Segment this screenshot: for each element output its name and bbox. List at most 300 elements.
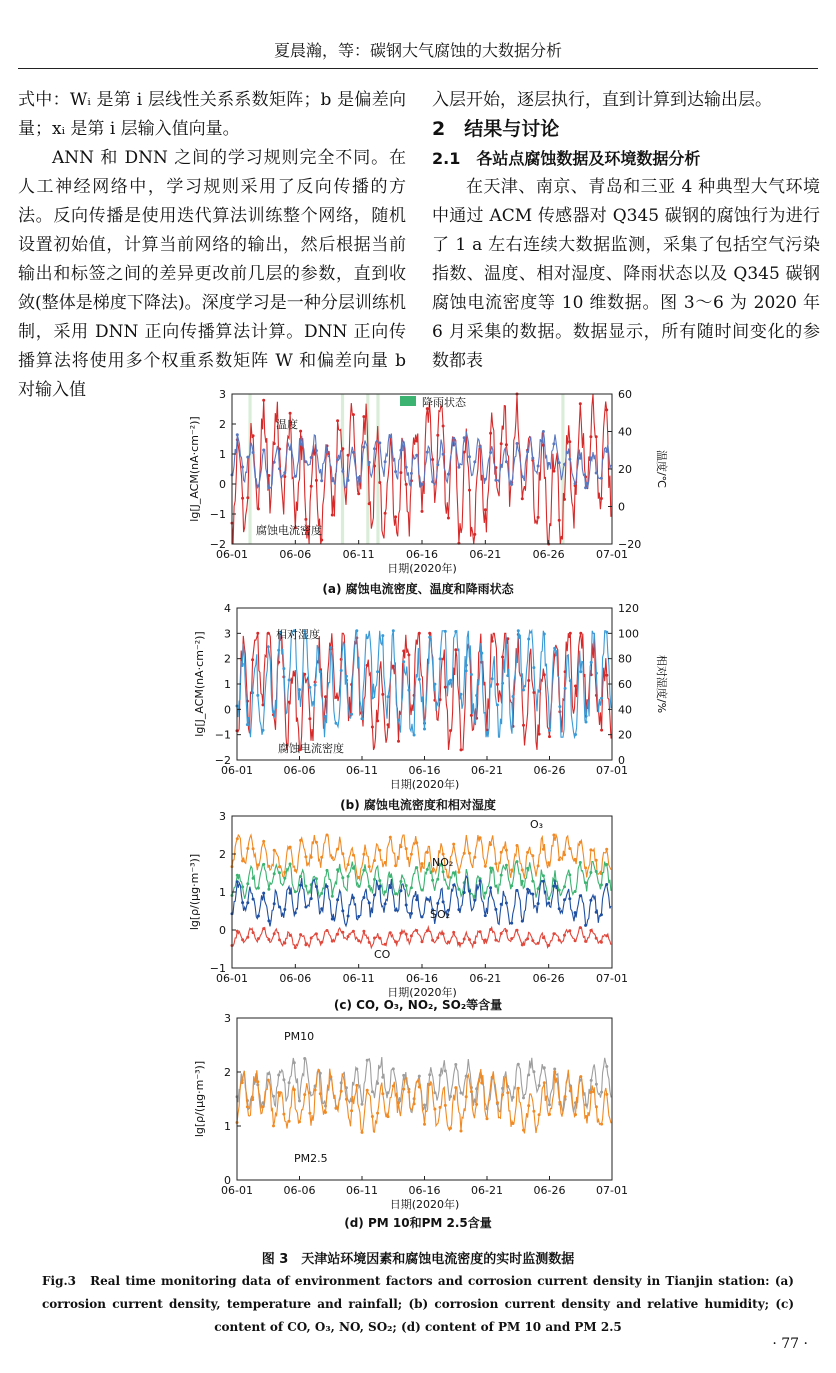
subsection-heading: 2.1 各站点腐蚀数据及环境数据分析 bbox=[432, 149, 701, 168]
series-point-1 bbox=[584, 486, 587, 489]
series-point-0 bbox=[454, 1063, 457, 1066]
series-point-1 bbox=[299, 875, 302, 878]
series-point-2 bbox=[357, 915, 360, 918]
series-point-1 bbox=[366, 636, 369, 639]
y-tick-label: 1 bbox=[219, 886, 226, 899]
series-point-3 bbox=[283, 942, 286, 945]
x-axis-label: 日期(2020年) bbox=[387, 986, 457, 999]
series-point-3 bbox=[399, 932, 402, 935]
y-tick-label: −1 bbox=[209, 508, 226, 521]
series-point-1 bbox=[548, 1113, 551, 1116]
series-point-0 bbox=[405, 847, 408, 850]
series-point-3 bbox=[289, 934, 292, 937]
y-tick-label: −1 bbox=[209, 962, 226, 975]
series-point-0 bbox=[600, 1091, 603, 1094]
series-point-1 bbox=[350, 1109, 353, 1112]
series-point-3 bbox=[436, 936, 439, 939]
series-point-2 bbox=[552, 885, 555, 888]
x-tick-label: 06-11 bbox=[342, 548, 375, 561]
series-point-0 bbox=[293, 674, 296, 677]
series-point-0 bbox=[320, 856, 323, 859]
series-point-0 bbox=[423, 1104, 426, 1107]
series-point-1 bbox=[345, 1098, 348, 1101]
series-point-2 bbox=[436, 902, 439, 905]
series-point-0 bbox=[421, 862, 424, 865]
series-point-0 bbox=[251, 658, 254, 661]
series-point-3 bbox=[410, 934, 413, 937]
series-point-0 bbox=[496, 683, 499, 686]
series-point-1 bbox=[531, 457, 534, 460]
series-point-3 bbox=[547, 944, 550, 947]
series-point-0 bbox=[442, 425, 445, 428]
series-point-2 bbox=[452, 884, 455, 887]
series-point-0 bbox=[552, 834, 555, 837]
series-point-3 bbox=[479, 930, 482, 933]
series-point-3 bbox=[431, 939, 434, 942]
series-point-0 bbox=[294, 869, 297, 872]
series-point-3 bbox=[563, 934, 566, 937]
series-point-3 bbox=[394, 940, 397, 943]
series-point-1 bbox=[484, 892, 487, 895]
series-point-2 bbox=[505, 902, 508, 905]
series-point-3 bbox=[516, 929, 519, 932]
series-point-0 bbox=[336, 848, 339, 851]
series-point-2 bbox=[405, 904, 408, 907]
series-point-1 bbox=[538, 690, 541, 693]
x-axis-label: 日期(2020年) bbox=[389, 1198, 460, 1211]
x-tick-label: 06-01 bbox=[221, 1184, 253, 1197]
series-point-2 bbox=[463, 891, 466, 894]
series-point-0 bbox=[315, 841, 318, 844]
series-point-3 bbox=[252, 931, 255, 934]
series-point-0 bbox=[246, 496, 249, 499]
series-point-0 bbox=[384, 861, 387, 864]
series-point-0 bbox=[444, 1069, 447, 1072]
series-point-0 bbox=[589, 435, 592, 438]
series-point-2 bbox=[568, 897, 571, 900]
series-point-1 bbox=[384, 890, 387, 893]
series-point-0 bbox=[473, 856, 476, 859]
series-point-1 bbox=[267, 1079, 270, 1082]
series-point-2 bbox=[442, 900, 445, 903]
series-point-2 bbox=[526, 888, 529, 891]
x-tick-label: 06-26 bbox=[533, 1184, 566, 1197]
series-point-3 bbox=[500, 932, 503, 935]
series-point-0 bbox=[389, 836, 392, 839]
series-point-0 bbox=[320, 539, 323, 542]
series-point-0 bbox=[362, 415, 365, 418]
series-point-1 bbox=[501, 682, 504, 685]
series-point-1 bbox=[423, 1123, 426, 1126]
series-point-1 bbox=[595, 1105, 598, 1108]
series-point-3 bbox=[304, 943, 307, 946]
series-point-0 bbox=[605, 408, 608, 411]
series-point-3 bbox=[262, 927, 265, 930]
series-point-1 bbox=[357, 476, 360, 479]
series-point-0 bbox=[521, 497, 524, 500]
series-point-1 bbox=[563, 463, 566, 466]
series-point-0 bbox=[543, 673, 546, 676]
series-point-2 bbox=[516, 889, 519, 892]
series-point-1 bbox=[371, 696, 374, 699]
series-point-1 bbox=[257, 485, 260, 488]
series-point-2 bbox=[236, 880, 239, 883]
series-point-1 bbox=[590, 1091, 593, 1094]
series-point-1 bbox=[289, 448, 292, 451]
y-tick-label: 0 bbox=[219, 478, 226, 491]
series-point-3 bbox=[320, 941, 323, 944]
series-point-0 bbox=[310, 485, 313, 488]
y-tick-label: 1 bbox=[219, 448, 226, 461]
series-point-3 bbox=[600, 941, 603, 944]
series-point-0 bbox=[428, 632, 431, 635]
series-point-3 bbox=[278, 938, 281, 941]
series-point-3 bbox=[558, 939, 561, 942]
y2-tick-label: −20 bbox=[618, 538, 642, 551]
x-tick-label: 06-01 bbox=[221, 764, 253, 777]
series-point-2 bbox=[289, 892, 292, 895]
series-point-1 bbox=[543, 633, 546, 636]
series-point-1 bbox=[542, 874, 545, 877]
series-point-1 bbox=[246, 723, 249, 726]
series-point-0 bbox=[605, 1065, 608, 1068]
annotation-temperature: 温度 bbox=[276, 418, 298, 431]
series-point-1 bbox=[407, 689, 410, 692]
series-point-2 bbox=[315, 885, 318, 888]
series-point-1 bbox=[568, 873, 571, 876]
series-point-2 bbox=[299, 884, 302, 887]
series-point-1 bbox=[463, 436, 466, 439]
series-point-0 bbox=[600, 729, 603, 732]
series-point-0 bbox=[449, 1095, 452, 1098]
series-point-0 bbox=[569, 632, 572, 635]
series-point-1 bbox=[378, 441, 381, 444]
series-point-3 bbox=[373, 937, 376, 940]
series-point-0 bbox=[447, 876, 450, 879]
series-point-1 bbox=[405, 466, 408, 469]
series-point-1 bbox=[553, 1070, 556, 1073]
series-point-0 bbox=[468, 852, 471, 855]
y-tick-label: 2 bbox=[224, 652, 231, 666]
y-tick-label: −1 bbox=[214, 728, 231, 742]
series-point-0 bbox=[272, 1095, 275, 1098]
series-point-0 bbox=[454, 648, 457, 651]
series-point-1 bbox=[402, 660, 405, 663]
left-column bbox=[18, 86, 406, 405]
series-point-2 bbox=[595, 911, 598, 914]
series-point-2 bbox=[294, 911, 297, 914]
series-point-1 bbox=[405, 884, 408, 887]
series-point-1 bbox=[376, 1112, 379, 1115]
series-point-0 bbox=[303, 673, 306, 676]
series-point-0 bbox=[552, 470, 555, 473]
series-point-3 bbox=[331, 940, 334, 943]
series-point-1 bbox=[392, 1085, 395, 1088]
series-point-1 bbox=[308, 686, 311, 689]
y-tick-label: 3 bbox=[219, 810, 226, 823]
x-tick-label: 07-01 bbox=[596, 548, 628, 561]
series-point-2 bbox=[320, 907, 323, 910]
series-point-0 bbox=[489, 432, 492, 435]
series-point-1 bbox=[579, 670, 582, 673]
series-point-0 bbox=[378, 849, 381, 852]
series-point-1 bbox=[431, 879, 434, 882]
series-point-1 bbox=[552, 442, 555, 445]
series-point-1 bbox=[267, 645, 270, 648]
series-point-0 bbox=[304, 855, 307, 858]
x-axis-label: 日期(2020年) bbox=[387, 562, 457, 575]
series-point-1 bbox=[381, 634, 384, 637]
series-point-0 bbox=[538, 733, 541, 736]
series-point-1 bbox=[378, 879, 381, 882]
x-tick-label: 06-16 bbox=[408, 764, 441, 777]
series-point-1 bbox=[468, 455, 471, 458]
series-point-1 bbox=[294, 475, 297, 478]
series-point-0 bbox=[373, 859, 376, 862]
series-point-1 bbox=[366, 1089, 369, 1092]
series-point-0 bbox=[298, 1099, 301, 1102]
x-tick-label: 06-26 bbox=[532, 972, 565, 985]
series-point-1 bbox=[394, 470, 397, 473]
series-point-3 bbox=[241, 938, 244, 941]
series-point-2 bbox=[389, 886, 392, 889]
series-point-3 bbox=[605, 934, 608, 937]
series-point-1 bbox=[331, 479, 334, 482]
series-point-3 bbox=[484, 939, 487, 942]
series-point-0 bbox=[568, 847, 571, 850]
series-point-1 bbox=[361, 717, 364, 720]
series-point-1 bbox=[384, 460, 387, 463]
series-point-3 bbox=[505, 929, 508, 932]
series-point-1 bbox=[501, 1093, 504, 1096]
x-tick-label: 06-26 bbox=[533, 764, 566, 777]
series-point-3 bbox=[362, 930, 365, 933]
series-point-3 bbox=[389, 931, 392, 934]
chart-b-svg bbox=[0, 598, 836, 798]
series-point-2 bbox=[494, 908, 497, 911]
series-point-2 bbox=[473, 899, 476, 902]
series-point-1 bbox=[329, 646, 332, 649]
y2-axis-label: 温度/℃ bbox=[655, 449, 668, 489]
y-tick-label: −2 bbox=[209, 538, 226, 551]
series-point-1 bbox=[473, 460, 476, 463]
series-point-1 bbox=[433, 683, 436, 686]
series-point-0 bbox=[246, 847, 249, 850]
series-point-0 bbox=[452, 843, 455, 846]
series-point-0 bbox=[484, 865, 487, 868]
series-point-1 bbox=[283, 877, 286, 880]
annotation-o3: O₃ bbox=[530, 818, 544, 831]
series-point-0 bbox=[457, 871, 460, 874]
series-point-1 bbox=[273, 872, 276, 875]
annotation-so2: SO₂ bbox=[430, 908, 451, 921]
chart-panel-a bbox=[0, 384, 836, 584]
section-heading: 2 结果与讨论 bbox=[432, 118, 560, 140]
series-point-2 bbox=[304, 906, 307, 909]
series-point-1 bbox=[505, 864, 508, 867]
series-point-2 bbox=[542, 880, 545, 883]
series-point-1 bbox=[335, 722, 338, 725]
chart-c-svg bbox=[0, 808, 836, 1008]
series-point-1 bbox=[262, 863, 265, 866]
series-point-1 bbox=[491, 1076, 494, 1079]
series-point-0 bbox=[387, 1091, 390, 1094]
series-point-0 bbox=[516, 844, 519, 847]
series-point-0 bbox=[410, 853, 413, 856]
legend-label-rain: 降雨状态 bbox=[422, 396, 466, 409]
series-point-1 bbox=[452, 871, 455, 874]
series-point-2 bbox=[341, 909, 344, 912]
y-tick-label: 3 bbox=[224, 627, 231, 641]
series-point-0 bbox=[418, 1075, 421, 1078]
series-point-1 bbox=[278, 871, 281, 874]
series-point-3 bbox=[299, 933, 302, 936]
series-point-2 bbox=[336, 898, 339, 901]
series-point-1 bbox=[444, 1104, 447, 1107]
series-point-0 bbox=[479, 836, 482, 839]
series-point-1 bbox=[310, 456, 313, 459]
series-point-2 bbox=[273, 902, 276, 905]
series-point-1 bbox=[361, 1131, 364, 1134]
series-point-1 bbox=[355, 629, 358, 632]
series-point-1 bbox=[522, 689, 525, 692]
series-point-1 bbox=[431, 480, 434, 483]
series-point-3 bbox=[442, 932, 445, 935]
series-point-2 bbox=[415, 898, 418, 901]
series-point-2 bbox=[468, 890, 471, 893]
x-tick-label: 06-21 bbox=[469, 972, 502, 985]
series-point-3 bbox=[552, 932, 555, 935]
y-tick-label: 1 bbox=[224, 1120, 231, 1133]
series-point-0 bbox=[262, 840, 265, 843]
series-point-0 bbox=[357, 492, 360, 495]
series-point-2 bbox=[479, 879, 482, 882]
series-point-0 bbox=[341, 852, 344, 855]
series-point-3 bbox=[273, 932, 276, 935]
figure-caption-cn: 图 3 天津站环境因素和腐蚀电流密度的实时监测数据 bbox=[261, 1252, 575, 1267]
series-point-3 bbox=[579, 926, 582, 929]
series-point-0 bbox=[563, 498, 566, 501]
series-point-1 bbox=[512, 695, 515, 698]
series-point-0 bbox=[532, 1070, 535, 1073]
series-point-1 bbox=[282, 1113, 285, 1116]
series-point-1 bbox=[457, 466, 460, 469]
series-point-1 bbox=[421, 483, 424, 486]
series-point-1 bbox=[399, 880, 402, 883]
x-tick-label: 06-11 bbox=[342, 972, 375, 985]
series-point-1 bbox=[324, 715, 327, 718]
series-point-1 bbox=[548, 729, 551, 732]
series-point-1 bbox=[475, 1103, 478, 1106]
series-point-1 bbox=[579, 1075, 582, 1078]
series-point-2 bbox=[574, 911, 577, 914]
series-point-2 bbox=[257, 915, 260, 918]
series-point-2 bbox=[563, 898, 566, 901]
series-point-1 bbox=[304, 885, 307, 888]
series-point-0 bbox=[293, 1061, 296, 1064]
series-point-0 bbox=[543, 1066, 546, 1069]
series-point-1 bbox=[320, 479, 323, 482]
series-point-0 bbox=[439, 1074, 442, 1077]
series-point-0 bbox=[568, 440, 571, 443]
series-point-1 bbox=[521, 475, 524, 478]
series-point-0 bbox=[512, 1096, 515, 1099]
series-point-0 bbox=[489, 843, 492, 846]
chart-d-svg bbox=[0, 1012, 836, 1217]
series-point-0 bbox=[579, 841, 582, 844]
series-point-1 bbox=[320, 892, 323, 895]
series-point-0 bbox=[324, 695, 327, 698]
series-point-1 bbox=[340, 669, 343, 672]
series-point-1 bbox=[600, 477, 603, 480]
series-point-3 bbox=[584, 940, 587, 943]
series-point-1 bbox=[479, 445, 482, 448]
series-point-1 bbox=[579, 861, 582, 864]
series-point-1 bbox=[521, 880, 524, 883]
series-point-0 bbox=[392, 1067, 395, 1070]
series-point-2 bbox=[558, 907, 561, 910]
series-point-1 bbox=[410, 472, 413, 475]
series-point-1 bbox=[256, 1080, 259, 1083]
series-point-1 bbox=[252, 451, 255, 454]
series-point-0 bbox=[522, 724, 525, 727]
series-point-0 bbox=[341, 447, 344, 450]
series-point-1 bbox=[277, 1091, 280, 1094]
series-point-1 bbox=[569, 1089, 572, 1092]
series-point-3 bbox=[315, 932, 318, 935]
series-point-1 bbox=[251, 1098, 254, 1101]
series-point-1 bbox=[381, 1092, 384, 1095]
series-point-1 bbox=[289, 863, 292, 866]
series-point-1 bbox=[336, 458, 339, 461]
series-point-1 bbox=[336, 868, 339, 871]
series-point-1 bbox=[510, 884, 513, 887]
series-point-1 bbox=[387, 695, 390, 698]
series-point-1 bbox=[526, 450, 529, 453]
series-point-0 bbox=[590, 1079, 593, 1082]
series-point-0 bbox=[510, 869, 513, 872]
x-tick-label: 07-01 bbox=[596, 764, 628, 777]
series-point-1 bbox=[272, 1124, 275, 1127]
series-point-2 bbox=[531, 893, 534, 896]
series-point-2 bbox=[246, 901, 249, 904]
series-point-0 bbox=[289, 412, 292, 415]
series-point-1 bbox=[510, 483, 513, 486]
series-point-1 bbox=[531, 880, 534, 883]
series-point-1 bbox=[315, 877, 318, 880]
series-point-2 bbox=[310, 897, 313, 900]
series-point-1 bbox=[442, 453, 445, 456]
series-point-1 bbox=[415, 866, 418, 869]
annotation-pm10: PM10 bbox=[284, 1030, 315, 1043]
series-point-1 bbox=[352, 451, 355, 454]
series-point-1 bbox=[326, 451, 329, 454]
series-point-0 bbox=[381, 693, 384, 696]
series-point-1 bbox=[246, 1105, 249, 1108]
series-point-2 bbox=[394, 909, 397, 912]
series-point-1 bbox=[299, 443, 302, 446]
series-point-3 bbox=[347, 935, 350, 938]
series-point-1 bbox=[506, 674, 509, 677]
series-point-0 bbox=[366, 1059, 369, 1062]
series-point-1 bbox=[397, 719, 400, 722]
series-point-0 bbox=[405, 483, 408, 486]
x-tick-label: 06-21 bbox=[471, 1184, 503, 1197]
series-point-3 bbox=[326, 929, 329, 932]
y2-tick-label: 0 bbox=[618, 500, 625, 514]
series-point-1 bbox=[496, 703, 499, 706]
series-point-1 bbox=[516, 860, 519, 863]
